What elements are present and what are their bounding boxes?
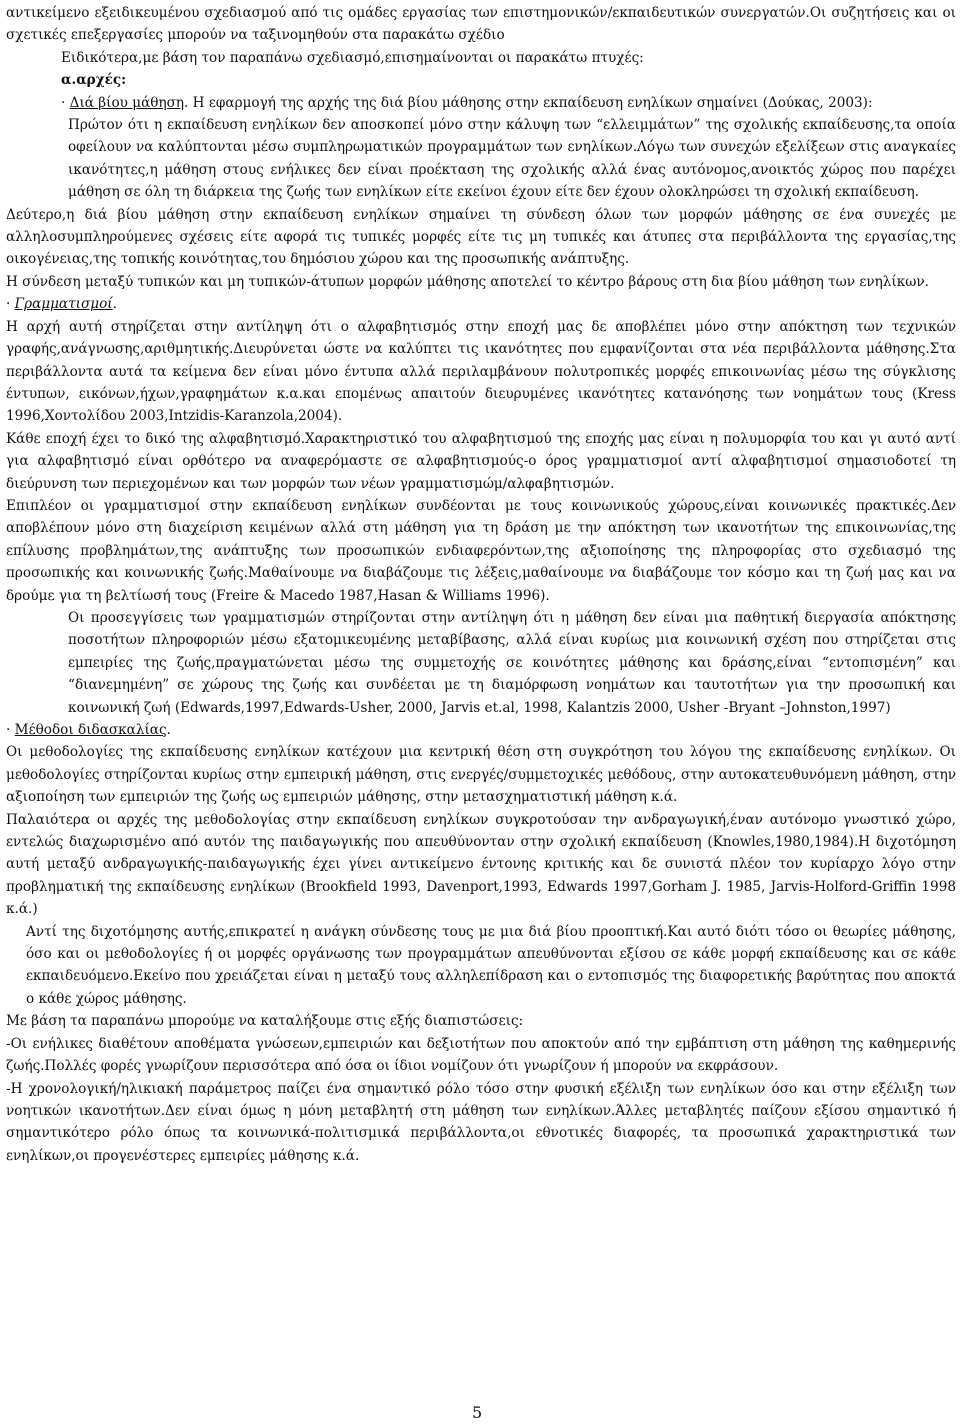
document-page bbox=[6, 2, 956, 1167]
literacies-link[interactable]: Γραμματισμοί bbox=[14, 296, 113, 313]
paragraph-adults-knowledge: -Οι ενήλικες διαθέτουν αποθέματα γνώσεων,εμπειριών και δεξιοτήτων που αποκτούν από την εμβάπτιση στη μάθηση της καθημερινής ζωής.Πολλές φορές γνωρίζουν περισσότερα από όσα οι ίδιοι νομίζουν ότι γνωρίζουν ή μπορούν να εκφράσουν. bbox=[6, 1035, 956, 1075]
paragraph-literacy-principle: Η αρχή αυτή στηρίζεται στην αντίληψη ότι ο αλφαβητισμός στην εποχή μας δε αποβλέπει μόνο στην απόκτηση των τεχνικών γραφής,ανάγνωσης,αριθμητικής.Διευρύνεται ώστε να καλύπτει τις ικανότητες που εμφανίζονται στα νέα περιβάλλοντα μάθησης.Στα περιβάλλοντα αυτά τα κείμενα δεν είναι μόνο έντυπα αλλά περιλαμβάνουν πολυτροπικές μορφές επικοινωνίας μέσω της σύγκλισης έντυπων, εικόνων,ήχων,γραφημάτων κ.α.και επομένως απαιτούν διευρυμένες ικανότητες κατανόησης των νοημάτων τους (Kress 1996,Χοντολίδου 2003,Intzidis-Karanzola,2004). bbox=[6, 318, 956, 425]
page-number: 5 bbox=[472, 1403, 483, 1422]
lifelong-learning-link[interactable]: Διά βίου μάθηση bbox=[69, 94, 185, 111]
paragraph-approaches: Οι προσεγγίσεις των γραμματισμών στηρίζονται στην αντίληψη ότι η μάθηση δεν είναι μια παθητική διεργασία απόκτησης ποσοτήτων πληροφοριών μέσω εξατομικευμένης μεταβίβασης, αλλά είναι κυρίως μια κοινωνική σχέση που στηρίζεται στις εμπειρίες της ζωής,πραγματώνεται μέσω της συμμετοχής σε κοινότητες μάθησης και δράσης,είναι “εντοπισμένη” και “διανεμημένη” σε χώρους της ζωής και συνδέεται με τη διαμόρφωση νοημάτων και ταυτοτήτων για την προσωπική και κοινωνική ζωή (Edwards,1997,Edwards-Usher, 2000, Jarvis et.al, 1998, Kalantzis 2000, Usher -Bryant –Johnston,1997) bbox=[68, 609, 956, 716]
bullet-text: . Η εφαρμογή της αρχής της διά βίου μάθησης στην εκπαίδευση ενηλίκων σημαίνει (Δούκας, 2003): bbox=[184, 94, 873, 111]
paragraph-moreover: Επιπλέον οι γραμματισμοί στην εκπαίδευση ενηλίκων συνδέονται με τους κοινωνικούς χώρους,είναι κοινωνικές πρακτικές.Δεν αποβλέπουν μόνο στη διαχείριση κειμένων αλλά στη μάθηση για τη δράση με την απόκτηση των ικανοτήτων της επικοινωνίας,της επίλυσης προβλημάτων,της ανάπτυξης των προσωπικών ενδιαφερόντων,της αξιοποίησης της πληροφορίας στο σχεδιασμό της προσωπικής και κοινωνικής ζωής.Μαθαίνουμε να διαβάζουμε τις λέξεις,μαθαίνουμε να διαβάζουμε τον κόσμο και τη ζωή μας και να δρούμε για τη βελτίωσή τους (Freire & Macedo 1987,Hasan & Williams 1996). bbox=[6, 497, 956, 604]
teaching-methods-link[interactable]: Μέθοδοι διδασκαλίας bbox=[14, 722, 167, 738]
paragraph-methodologies: Οι μεθοδολογίες της εκπαίδευσης ενηλίκων κατέχουν μια κεντρική θέση στη συγκρότηση του λόγου της εκπαίδευσης ενηλίκων. Οι μεθοδολογίες στηρίζονται κυρίως στην εμπειρική μάθηση, στις ενεργές/συμμετοχικές μεθόδους, στην αυτοκατευθυνόμενη μάθηση, στην αξιοποίηση των εμπειριών της ζωής ως εμπειριών μάθησης, στην μετασχηματιστική μάθηση κ.ά. bbox=[6, 744, 956, 806]
paragraph-age-parameter: -Η χρονολογική/ηλικιακή παράμετρος παίζει ένα σημαντικό ρόλο τόσο στην φυσική εξέλιξη των ενηλίκων όσο και στην εξέλιξη των νοητικών ικανοτήτων.Δεν είναι όμως η μόνη μεταβλητή στη μάθηση των ενηλίκων.Άλλες μεταβλητές παίζουν εξίσου σημαντικό ή σημαντικότερο ρόλο όπως τα κοινωνικά-πολιτισμικά περιβάλλοντα,οι εθνοτικές διαφορές, τα προσωπικά χαρακτηριστικά των ενηλίκων,οι προγενέστερες εμπειρίες μάθησης κ.ά. bbox=[6, 1080, 956, 1164]
bullet-text: . bbox=[112, 296, 117, 313]
paragraph-each-era: Κάθε εποχή έχει το δικό της αλφαβητισμό.Χαρακτηριστικό του αλφαβητισμού της εποχής μας είναι η πολυμορφία του και γι αυτό αντί για αλφαβητισμό είναι ορθότερο να αναφερόμαστε σε αλφαβητισμούς-ο όρος γραμματισμοί αντί αλφαβητισμοί σημασιοδοτεί τη διεύρυνση των περιεχομένων και των μορφών των νέων γραμματισμώμ/αλφαβητισμών. bbox=[6, 430, 956, 492]
bullet-marker: · bbox=[6, 722, 15, 738]
bullet-lifelong-learning bbox=[6, 92, 956, 114]
bullet-teaching-methods bbox=[6, 719, 956, 741]
paragraph-formerly: Παλαιότερα οι αρχές της μεθοδολογίας στην εκπαίδευση ενηλίκων συγκροτούσαν την ανδραγωγική,έναν αυτόνομο γνωστικό χώρο, εντελώς διαχωρισμένο από αυτόν της παιδαγωγικής που απευθύνονταν στην σχολική εκπαίδευση (Knowles,1980,1984).Η διχοτόμηση αυτή μεταξύ ανδραγωγικής-παιδαγωγικής έχει γίνει αντικείμενο έντονης κριτικής και δε συνιστά πλέον τον κυρίαρχο λόγο στην προβληματική της εκπαίδευσης ενηλίκων (Brookfield 1993, Davenport,1993, Edwards 1997,Gorham J. 1985, Jarvis-Holford-Griffin 1998 κ.ά.) bbox=[6, 811, 956, 918]
paragraph-specifically: Ειδικότερα,με βάση τον παραπάνω σχεδιασμό,επισημαίνονται οι παρακάτω πτυχές: bbox=[61, 49, 644, 66]
section-heading-principles: α.αρχές: bbox=[61, 72, 127, 89]
paragraph-instead: Αντί της διχοτόμησης αυτής,επικρατεί η ανάγκη σύνδεσης τους με μια διά βίου προοπτική.Και αυτό διότι τόσο οι θεωρίες μάθησης, όσο και οι μεθοδολογίες ή οι μορφές οργάνωσης των προγραμμάτων απευθύνονται εξίσου σε κάθε μορφή εκπαίδευσης και σε κάθε εκπαιδευόμενο.Εκείνο που χρειάζεται είναι η μεταξύ τους αλληλεπίδραση και ο εντοπισμός της διαφορετικής βαρύτητας που αποκτά ο κάθε χώρος μάθησης. bbox=[26, 923, 956, 1007]
paragraph-conclusions: Με βάση τα παραπάνω μπορούμε να καταλήξουμε στις εξής διαπιστώσεις: bbox=[6, 1013, 524, 1030]
paragraph-intro: αντικείμενο εξειδικευμένου σχεδιασμού από τις ομάδες εργασίας των επιστημονικών/εκπαιδευτικών συνεργατών.Οι συζητήσεις και οι σχετικές επεξεργασίες μπορούν να ταξινομηθούν στα παρακάτω σχέδιο bbox=[6, 5, 956, 44]
bullet-marker: · bbox=[6, 296, 15, 313]
paragraph-first: Πρώτον ότι η εκπαίδευση ενηλίκων δεν αποσκοπεί μόνο στην κάλυψη των “ελλειμμάτων” της σχολικής εκπαίδευσης,τα οποία οφείλουν να καλύπτονται μέσω συμπληρωματικών προγραμμάτων των ενηλίκων.Λόγω των συνεχών εξελίξεων στις αναγκαίες ικανότητες,η μάθηση στους ενήλικες δεν είναι προέκταση της σχολικής αλλά ένας αυτόνομος,ανοικτός χώρος που παρέχει μάθηση σε όλη τη διάρκεια της ζωής των ενηλίκων είτε εκείνοι έχουν είτε δεν έχουν ολοκληρώσει τη σχολική εκπαίδευση. bbox=[68, 117, 956, 201]
bullet-marker: · bbox=[61, 94, 70, 111]
bullet-literacies bbox=[6, 293, 956, 315]
paragraph-connection: Η σύνδεση μεταξύ τυπικών και μη τυπικών-άτυπων μορφών μάθησης αποτελεί το κέντρο βάρους στη δια βίου μάθηση των ενηλίκων. bbox=[6, 273, 929, 290]
bullet-text: . bbox=[166, 722, 171, 738]
paragraph-second: Δεύτερο,η διά βίου μάθηση στην εκπαίδευση ενηλίκων σημαίνει τη σύνδεση όλων των μορφών μάθησης σε ένα συνεχές με αλληλοσυμπληρούμενες σχέσεις είτε αφορά τις τυπικές μορφές είτε τις μη τυπικές και άτυπες στα περιβάλλοντα της εργασίας,της οικογένειας,της τοπικής κοινότητας,του δημόσιου χώρου και της προσωπικής ανάπτυξης. bbox=[6, 206, 956, 268]
